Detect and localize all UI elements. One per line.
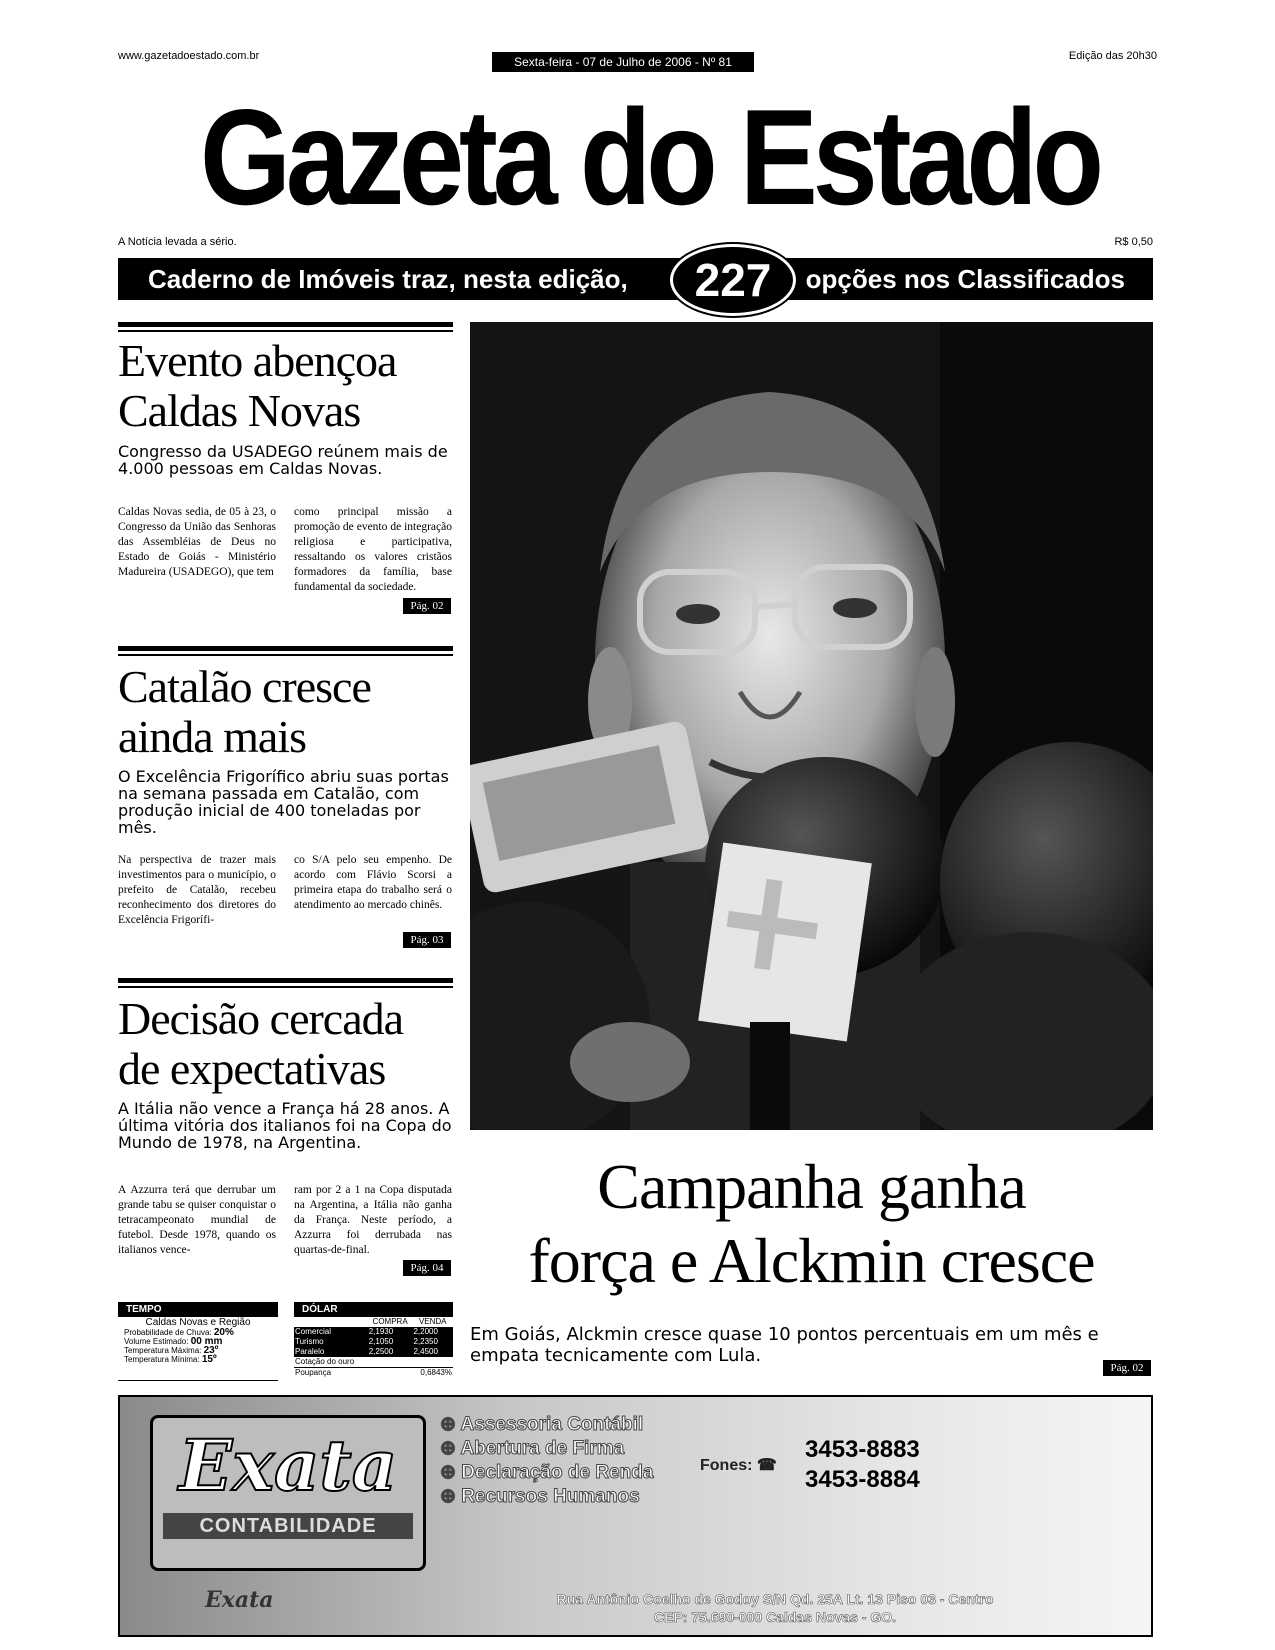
banner-number-badge: 227 — [670, 244, 796, 316]
ad-service-item: ⊕ Abertura de Firma — [440, 1438, 625, 1459]
weather-row: Volume Estimado: 00 mm — [124, 1336, 223, 1347]
dollar-row: Paralelo 2,2500 2,4500 — [294, 1347, 453, 1357]
headline-line: Decisão cercada — [118, 993, 404, 1044]
story-column: A Azzurra terá que derrubar um grande tabu se quiser conquistar o tetracampeonato mundial de futebol. Desde 1978, quando os italianos vence- — [118, 1184, 276, 1256]
story-column: Na perspectiva de trazer mais investimentos para o município, o prefeito de Catalão, recebeu reconhecimento dos diretores do Excelência Frigorífi- — [118, 854, 276, 926]
story-dek: A Itália não vence a França há 28 anos. A última vitória dos italianos foi na Copa do Mundo de 1978, na Argentina. — [118, 1099, 452, 1152]
ad-phone-numbers — [805, 1435, 920, 1495]
story-rule — [118, 646, 453, 651]
exata-advertisement[interactable] — [118, 1395, 1153, 1637]
weather-region: Caldas Novas e Região — [145, 1317, 251, 1328]
page-reference[interactable]: Pág. 02 — [403, 598, 451, 614]
ad-cep: CEP: 75.690-000 Caldas Novas - GO. — [654, 1609, 896, 1625]
lead-headline — [470, 1150, 1153, 1298]
dollar-box — [294, 1302, 453, 1380]
ad-services — [440, 1413, 653, 1509]
headline-line: Evento abençoa — [118, 335, 397, 386]
dollar-title: DÓLAR — [294, 1302, 453, 1317]
story-dek: O Excelência Frigorífico abriu suas portas na semana passada em Catalão, com produção inicial de 400 toneladas por mês. — [118, 767, 449, 837]
ad-brand: Exata — [178, 1424, 398, 1507]
ad-address: Rua Antônio Coelho de Godoy S/N Qd. 25A Lt. 13 Piso 03 - Centro — [556, 1591, 994, 1607]
phone-icon: ☎ — [756, 1457, 777, 1474]
headline-line: Caldas Novas — [118, 385, 361, 436]
page-reference[interactable]: Pág. 04 — [403, 1260, 451, 1276]
edition-label: Edição das 20h30 — [1068, 50, 1157, 62]
photo-illustration — [470, 322, 1153, 1130]
page-reference[interactable]: Pág. 02 — [1103, 1360, 1151, 1376]
headline-line: Catalão cresce — [118, 661, 371, 712]
dollar-row: Turismo 2,1050 2,2350 — [294, 1337, 453, 1347]
ad-phone: 3453-8884 — [805, 1466, 920, 1493]
weather-row: Temperatura Máxima: 23º — [124, 1345, 219, 1356]
story-dek: Congresso da USADEGO reúnem mais de 4.000 pessoas em Caldas Novas. — [118, 442, 448, 478]
ad-small-brand: Exata — [205, 1587, 274, 1613]
ad-service-item: ⊕ Recursos Humanos — [440, 1486, 640, 1507]
dollar-table: COMPRA VENDA Comercial 2,1930 2,2000 Turismo 2,1050 2,2350 Paralelo 2,2500 2,4500 Cotação do ouro Poupança 0,6843% — [295, 1317, 452, 1377]
story-column: co S/A pelo seu empenho. De acordo com Flávio Scorsi a primeira etapa do trabalho será o atendimento ao mercado chinês. — [294, 854, 452, 911]
story-headline — [118, 662, 458, 762]
ad-phones-label: Fones: ☎ — [700, 1457, 777, 1474]
story-rule — [118, 322, 453, 327]
story-headline — [118, 336, 458, 436]
weather-box — [118, 1302, 278, 1381]
lead-photo — [470, 322, 1153, 1130]
headline-line: força e Alckmin cresce — [528, 1225, 1095, 1296]
banner-right-text: opções nos Classificados — [805, 264, 1125, 294]
page-reference[interactable]: Pág. 03 — [403, 932, 451, 948]
dollar-row: Cotação do ouro — [295, 1357, 355, 1366]
ad-brand-sub: CONTABILIDADE — [163, 1513, 413, 1539]
ad-phone: 3453-8883 — [805, 1436, 920, 1463]
story-headline — [118, 994, 458, 1094]
story-rule — [118, 330, 453, 332]
classifieds-banner — [118, 258, 1153, 300]
dateline: Sexta-feira - 07 de Julho de 2006 - Nº 81 — [492, 52, 754, 72]
weather-row: Temperatura Mínima: 15º — [124, 1354, 217, 1365]
headline-line: de expectativas — [118, 1043, 386, 1094]
ad-service-item: ⊕ Assessoria Contábil — [440, 1414, 644, 1435]
price: R$ 0,50 — [1114, 236, 1153, 248]
dollar-row: Comercial 2,1930 2,2000 — [294, 1327, 453, 1337]
story-rule — [118, 654, 453, 656]
weather-title: TEMPO — [118, 1302, 278, 1317]
ad-service-item: ⊕ Declaração de Renda — [440, 1462, 654, 1483]
headline-line: Campanha ganha — [597, 1151, 1026, 1222]
lead-dek: Em Goiás, Alckmin cresce quase 10 pontos percentuais em um mês e empata tecnicamente com Lula. — [470, 1324, 1099, 1366]
story-column: Caldas Novas sedia, de 05 à 23, o Congresso da União das Senhoras das Assembléias de Deus no Estado de Goiás - Ministério Madureira (USADEGO), que tem — [118, 506, 276, 578]
weather-row: Probabilidade de Chuva: 20% — [124, 1327, 234, 1338]
headline-line: ainda mais — [118, 711, 306, 762]
story-column: ram por 2 a 1 na Copa disputada na Argentina, a Itália não ganha da França. Neste período, a Azzurra foi derrubada nas quartas-de-final. — [294, 1184, 452, 1256]
story-column: como principal missão a promoção de evento de integração religiosa e participativa, ressaltando os valores cristãos formadores da família, base fundamental da sociedade. — [294, 506, 452, 593]
story-rule — [118, 978, 453, 983]
slogan: A Notícia levada a sério. — [118, 236, 237, 248]
dollar-row: Poupança 0,6843% — [295, 1368, 452, 1377]
ad-logo-frame — [150, 1415, 426, 1571]
masthead: Gazeta do Estado — [200, 81, 1099, 233]
ad-address-block — [450, 1590, 1100, 1626]
banner-left-text: Caderno de Imóveis traz, nesta edição, — [148, 264, 628, 294]
website-url: www.gazetadoestado.com.br — [118, 50, 260, 62]
story-rule — [118, 986, 453, 988]
